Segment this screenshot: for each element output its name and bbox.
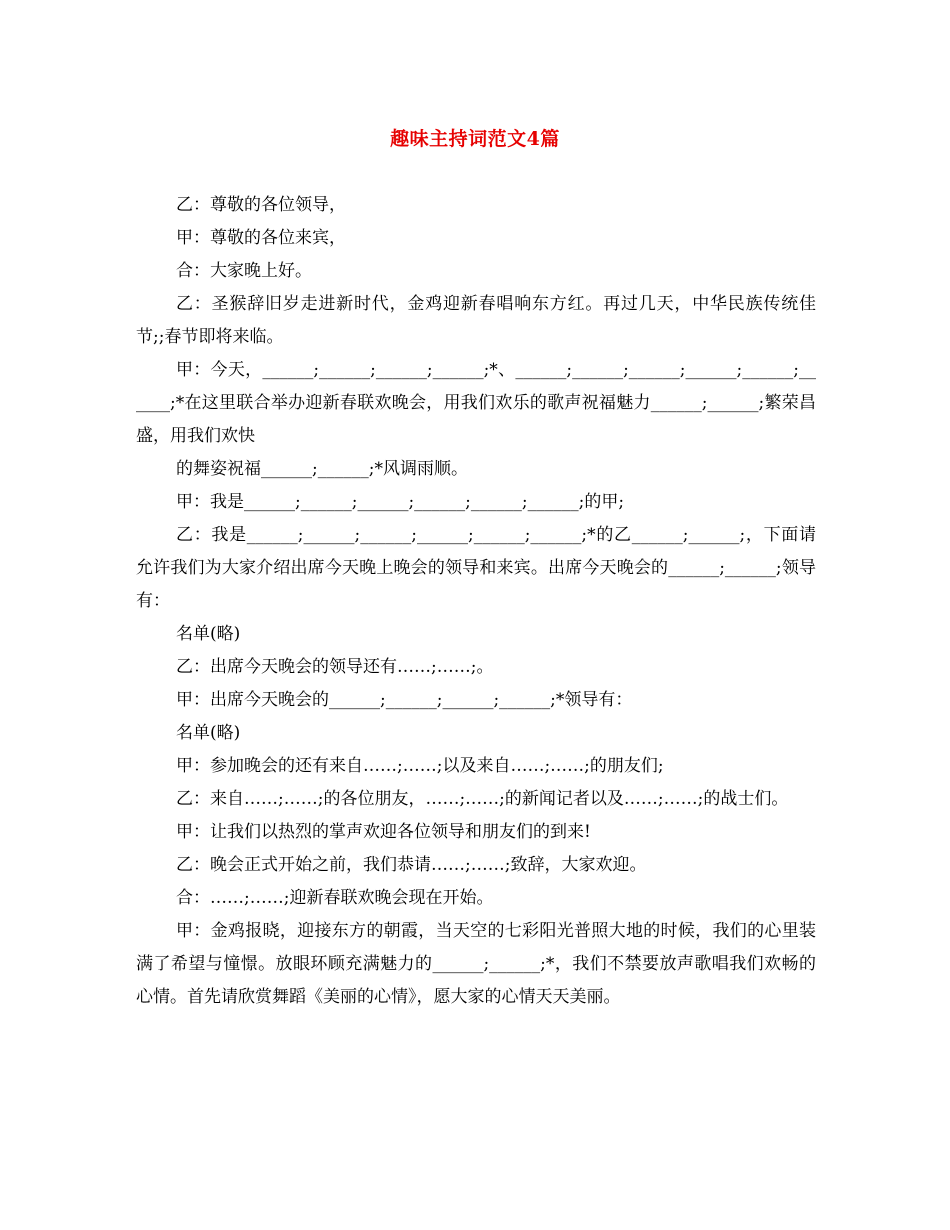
- document-title: 趣味主持词范文4篇: [390, 128, 560, 150]
- paragraph: 甲：金鸡报晓，迎接东方的朝霞，当天空的七彩阳光普照大地的时候，我们的心里装满了希望与憧憬。放眼环顾充满魅力的______;______;*，我们不禁要放声歌唱我们欢畅的心情。首先请欣赏舞蹈《美丽的心情》，愿大家的心情天天美丽。: [136, 921, 816, 1007]
- paragraph: 乙：我是______;______;______;______;______;______;*的乙______;______;，下面请允许我们为大家介绍出席今天晚上晚会的领导和来宾。出席今天晚会的______;______;领导有：: [136, 525, 816, 611]
- paragraph: 甲：尊敬的各位来宾，: [176, 228, 346, 248]
- paragraph: 乙：尊敬的各位领导，: [176, 195, 346, 215]
- paragraph: 的舞姿祝福______;______;*风调雨顺。: [176, 459, 468, 479]
- paragraph: 甲：出席今天晚会的______;______;______;______;*领导有：: [176, 690, 633, 710]
- paragraph: 乙：来自……;……;的各位朋友，……;……;的新闻记者以及……;……;的战士们。: [176, 789, 789, 809]
- paragraph: 甲：参加晚会的还有来自……;……;以及来自……;……;的朋友们;: [176, 756, 664, 776]
- paragraph: 甲：今天，______;______;______;______;*、______;______;______;______;______;______;*在这里联合举办迎新春联欢晚会，用我们欢乐的歌声祝福魅力______;______;繁荣昌盛，用我们欢快: [136, 360, 816, 446]
- paragraph: 乙：晚会正式开始之前，我们恭请……;……;致辞，大家欢迎。: [176, 855, 647, 875]
- paragraph: 甲：让我们以热烈的掌声欢迎各位领导和朋友们的到来!: [176, 822, 591, 842]
- paragraph: 合：……;……;迎新春联欢晚会现在开始。: [176, 888, 494, 908]
- paragraph: 合：大家晚上好。: [176, 261, 312, 281]
- paragraph: 乙：出席今天晚会的领导还有……;……;。: [176, 657, 494, 677]
- paragraph: 名单(略): [176, 624, 241, 644]
- paragraph: 甲：我是______;______;______;______;______;______;的甲;: [176, 492, 625, 512]
- paragraph: 乙：圣猴辞旧岁走进新时代，金鸡迎新春唱响东方红。再过几天，中华民族传统佳节;;春节即将来临。: [136, 294, 816, 347]
- document-body: [136, 189, 816, 1014]
- paragraph: 名单(略): [176, 723, 241, 743]
